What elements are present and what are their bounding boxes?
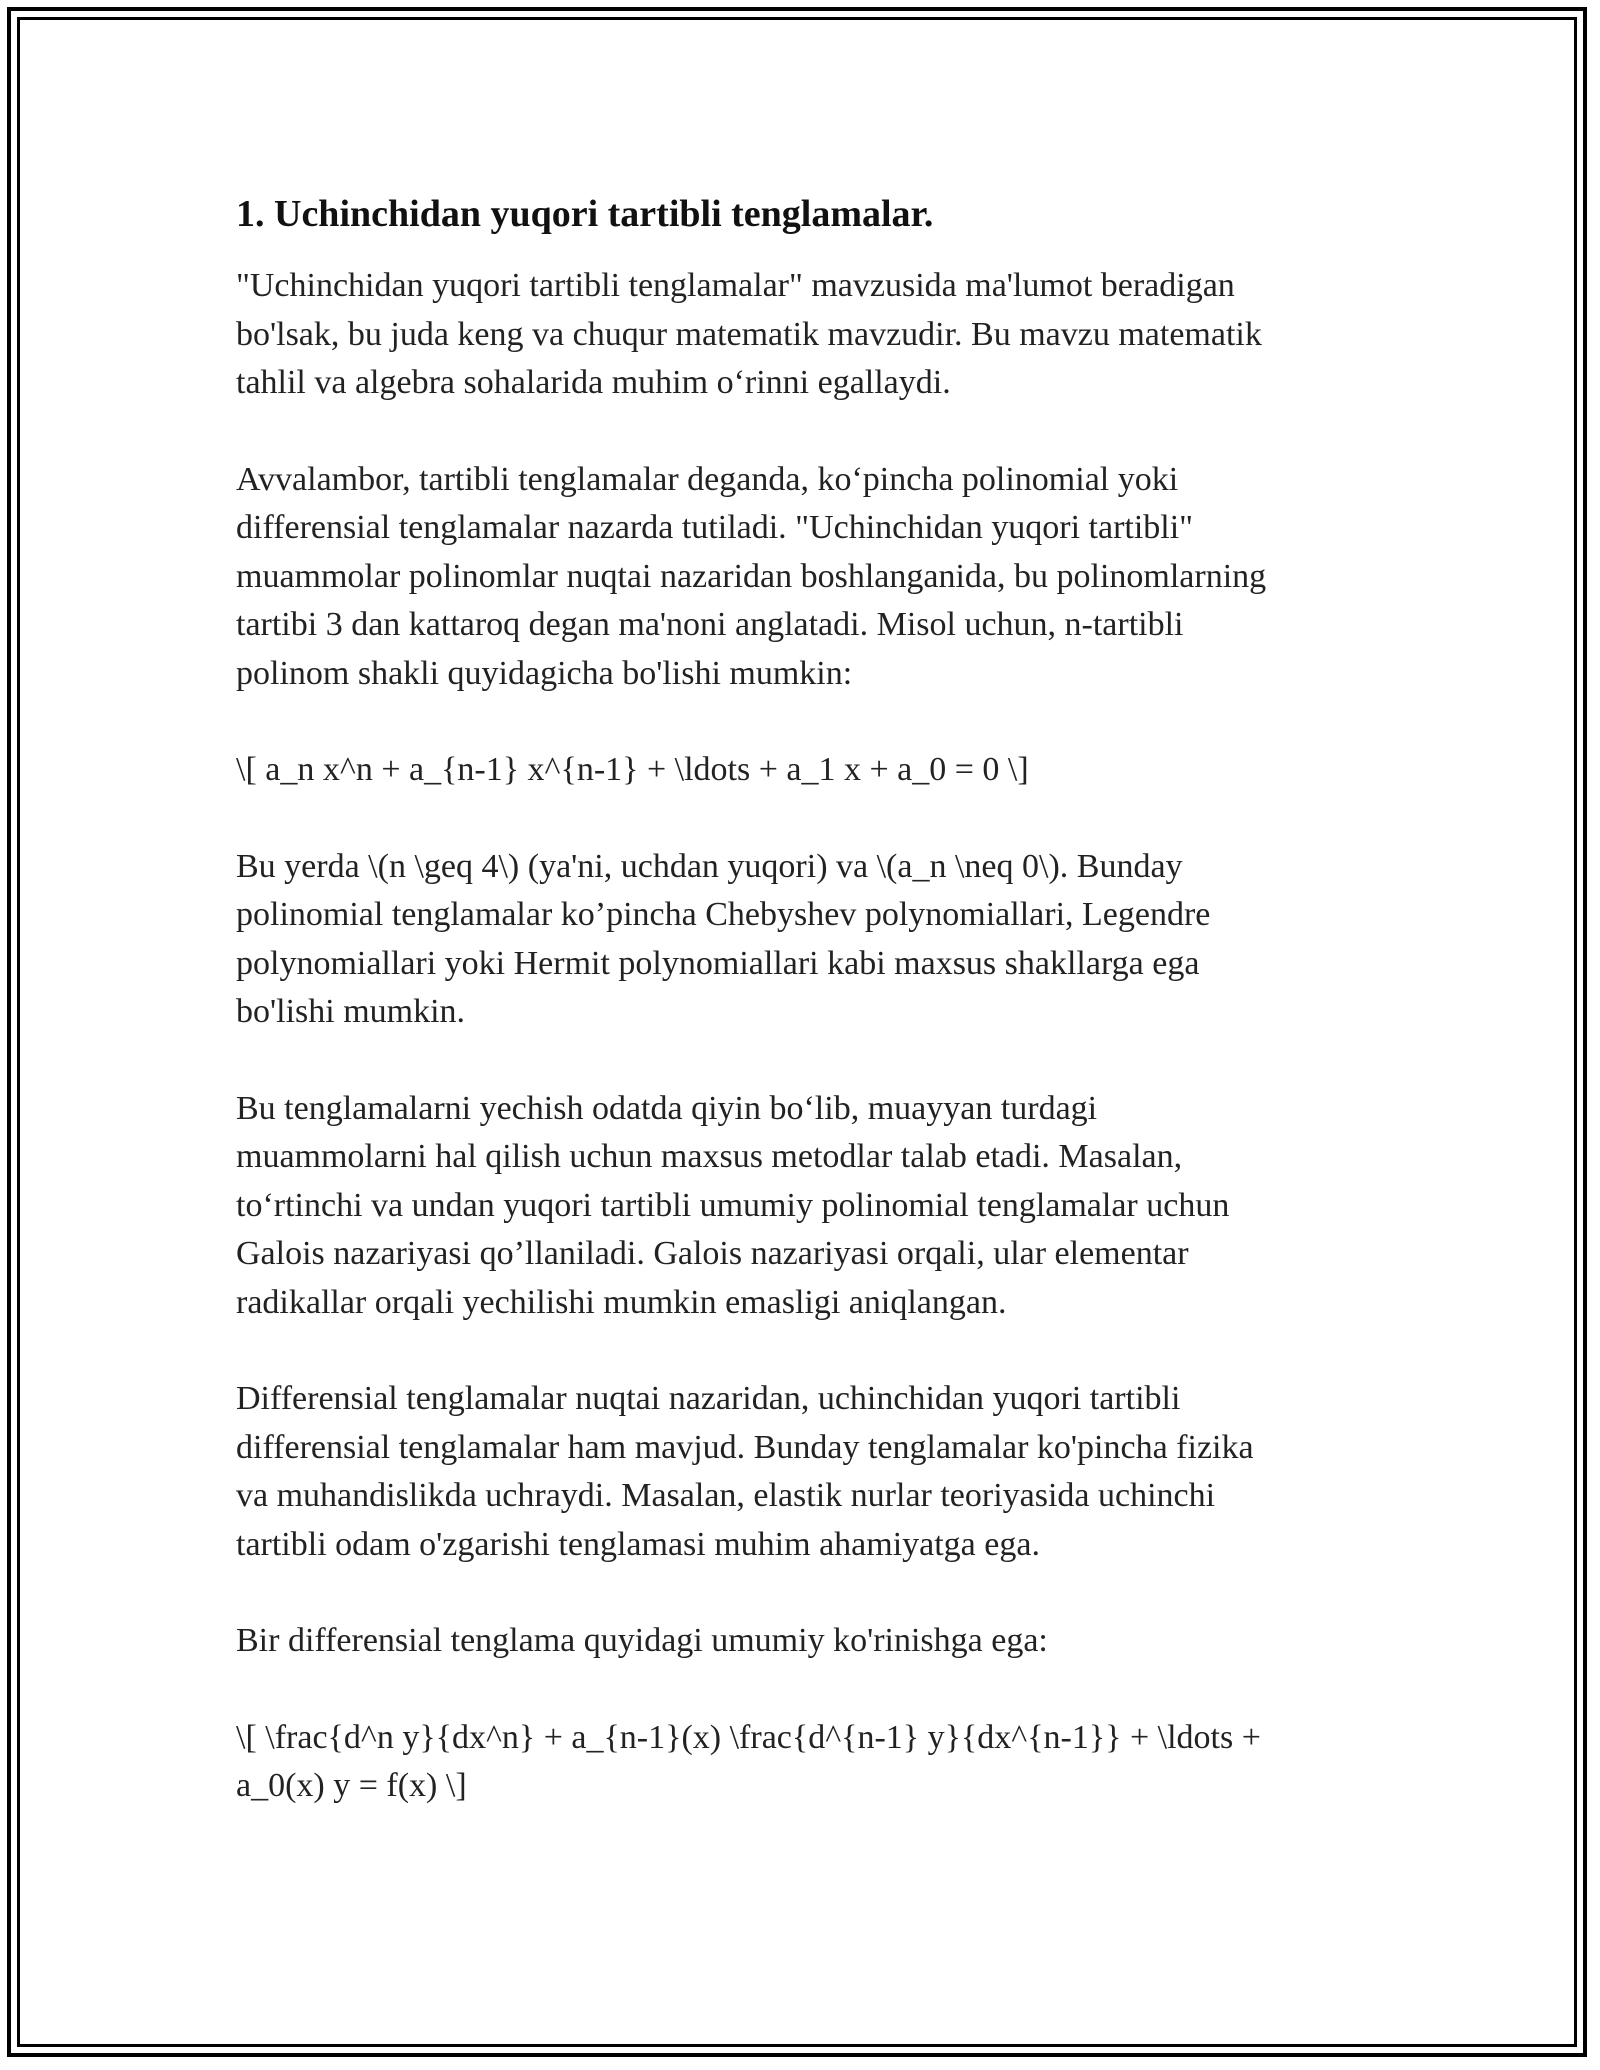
paragraph-general-form: Bir differensial tenglama quyidagi umumiy ko'rinishga ega: (236, 1622, 1048, 1659)
document-body (236, 186, 1356, 1859)
equation-differential: \[ \frac{d^n y}{dx^n} + a_{n-1}(x) \frac{d^{n-1} y}{dx^{n-1}} + \ldots + a_0(x) y = f(x) \] (236, 1718, 1261, 1804)
paragraph-special-polynomials: Bu yerda \(n \geq 4\) (ya'ni, uchdan yuqori) va \(a_n \neq 0\). Bunday polinomial tenglamalar ko’pincha Chebyshev polynomiallari, Legendre polynomiallari yoki Hermit polynomiallari kabi maxsus shakllarga ega bo'lishi mumkin. (236, 847, 1211, 1030)
paragraph-polynomial: Avvalambor, tartibli tenglamalar deganda, ko‘pincha polinomial yoki differensial tenglamalar nazarda tutiladi. "Uchinchidan yuqori tartibli" muammolar polinomlar nuqtai nazaridan boshlanganida, bu polinomlarning tartibi 3 dan kattaroq degan ma'noni anglatadi. Misol uchun, n-tartibli polinom shakli quyidagicha bo'lishi mumkin: (236, 460, 1267, 692)
paragraph-differential: Differensial tenglamalar nuqtai nazaridan, uchinchidan yuqori tartibli differensial tenglamalar ham mavjud. Bunday tenglamalar ko'pincha fizika va muhandislikda uchraydi. Masalan, elastik nurlar teoriyasida uchinchi tartibli odam o'zgarishi tenglamasi muhim ahamiyatga ega. (236, 1380, 1254, 1563)
paragraph-intro: "Uchinchidan yuqori tartibli tenglamalar" mavzusida ma'lumot beradigan bo'lsak, bu juda keng va chuqur matematik mavzudir. Bu mavzu matematik tahlil va algebra sohalarida muhim o‘rinni egallaydi. (236, 267, 1262, 401)
paragraph-galois: Bu tenglamalarni yechish odatda qiyin bo‘lib, muayyan turdagi muammolarni hal qilish uchun maxsus metodlar talab etadi. Masalan, to‘rtinchi va undan yuqori tartibli umumiy polinomial tenglamalar uchun Galois nazariyasi qo’llaniladi. Galois nazariyasi orqali, ular elementar radikallar orqali yechilishi mumkin emasligi aniqlangan. (236, 1089, 1230, 1321)
section-heading: 1. Uchinchidan yuqori tartibli tenglamalar. (236, 193, 934, 235)
equation-polynomial: \[ a_n x^n + a_{n-1} x^{n-1} + \ldots + a_1 x + a_0 = 0 \] (236, 751, 1029, 788)
